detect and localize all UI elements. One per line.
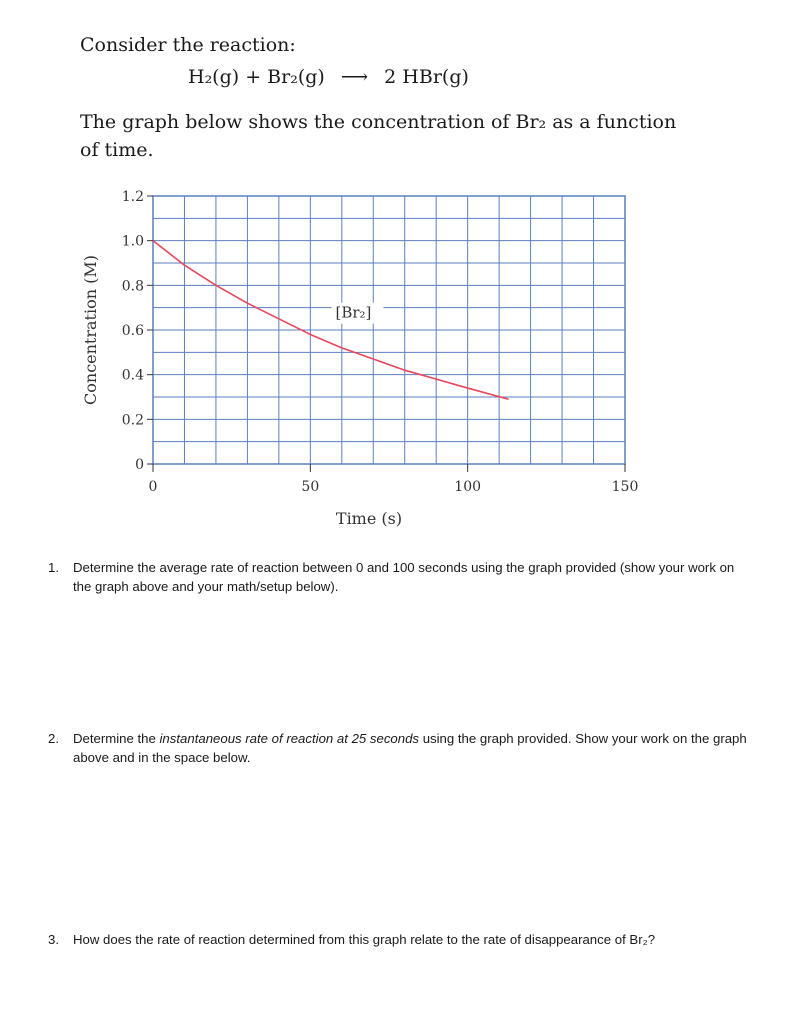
graph-caption: The graph below shows the concentration of Br₂ as a function of time. [80,111,677,161]
concentration-chart [60,176,660,536]
question-2 [48,729,748,767]
intro-text: Consider the reaction: [80,34,296,56]
question-text [73,558,748,596]
x-tick-label: 0 [148,479,158,495]
y-tick-label: 1.2 [121,189,144,205]
question-number: 3. [48,932,59,947]
question-text-emphasis: instantaneous rate of reaction at 25 seconds [159,731,420,746]
x-tick-label: 50 [301,479,320,495]
reaction-arrow-icon: ⟶ [340,66,369,88]
y-tick-label: 0.4 [121,367,144,384]
equation-products: 2 HBr(g) [384,66,469,88]
question-text-part: Determine the average rate of reaction between 0 and 100 seconds using the graph provided (show your work on the graph above and your math/setup below). [73,560,735,594]
question-text-part: Determine the [73,731,160,746]
question-1 [48,558,748,596]
reaction-equation [188,66,469,88]
question-text-part: using the graph provided. Show your work on the graph above and in the space below. [73,731,747,765]
question-number: 2. [48,731,59,746]
x-tick-label: 100 [454,479,482,495]
x-axis-label: Time (s) [335,509,403,528]
y-tick-label: 1.0 [121,233,144,250]
y-tick-label: 0.2 [121,412,144,429]
question-text [73,930,748,949]
x-tick-label: 150 [611,479,639,495]
series-annotation-label: [Br₂] [335,303,372,322]
y-tick-label: 0 [135,457,144,473]
equation-reactants: H₂(g) + Br₂(g) [188,66,325,88]
question-text [73,729,748,767]
question-number: 1. [48,560,59,575]
y-tick-label: 0.6 [121,323,144,339]
y-tick-label: 0.8 [121,278,144,295]
question-3 [48,930,748,949]
question-text-part: How does the rate of reaction determined from this graph relate to the rate of disappearance of Br₂? [73,932,656,947]
y-axis-label: Concentration (M) [81,255,100,405]
